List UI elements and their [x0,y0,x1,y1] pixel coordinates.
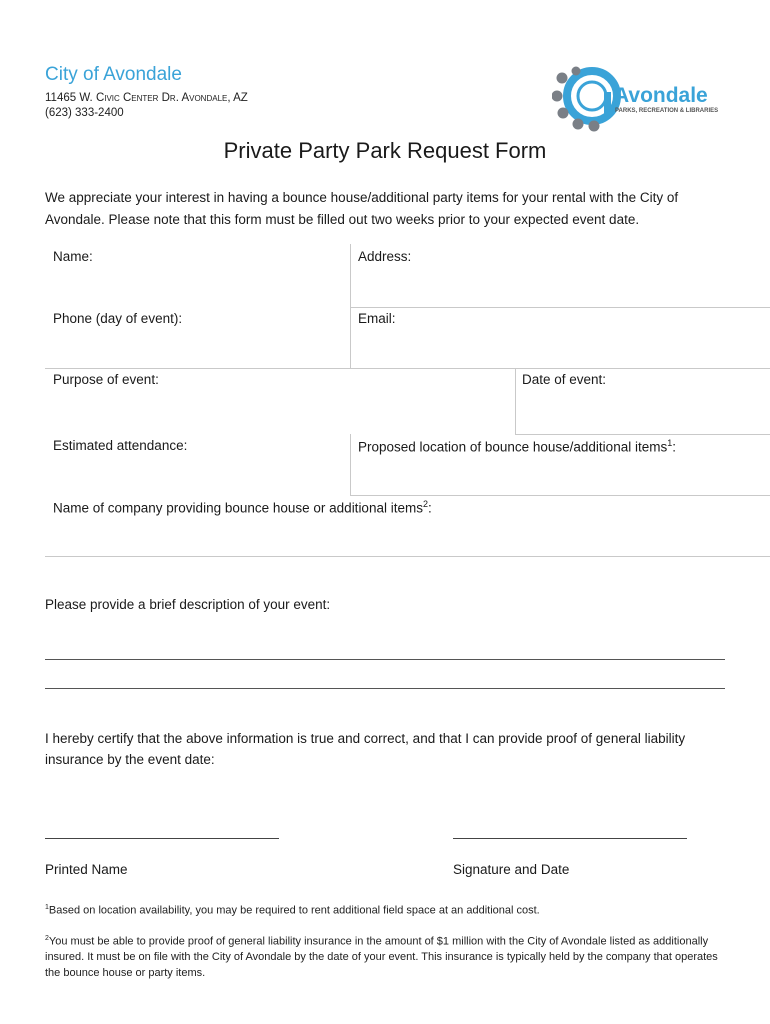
printed-name-label: Printed Name [45,862,128,877]
logo-icon-3 [558,108,569,119]
address-label: Address: [358,249,412,264]
grid-line [515,434,770,435]
attendance-field[interactable] [46,459,346,492]
grid-line [45,368,770,369]
address-line [45,91,248,106]
location-label-colon: : [672,439,676,455]
date-label: Date of event: [522,372,607,387]
description-line-2[interactable] [45,688,725,689]
location-label-text: Proposed location of bounce house/additional items [358,439,668,455]
location-field[interactable] [354,459,766,492]
certification-text: I hereby certify that the above information is true and correct, and that I can provide proof of general liability insurance by the event date: [45,731,686,767]
grid-line [350,495,770,496]
phone-label: Phone (day of event): [53,311,183,326]
description-label: Please provide a brief description of your event: [45,597,331,612]
name-field[interactable] [46,270,346,304]
logo-wordmark: Avondale [614,84,708,107]
purpose-field[interactable] [46,393,511,431]
printed-name-line[interactable] [45,838,279,839]
organization-name: City of Avondale [45,64,182,85]
footnote-1 [45,900,735,919]
company-footnote-ref: 2 [422,499,428,509]
logo-icon-2 [552,91,563,102]
address-state: , AZ [227,92,248,104]
company-field[interactable] [46,520,766,553]
footnote-1-text: Based on location availability, you may be required to rent additional field space at an additional cost. [48,904,540,917]
signature-line[interactable] [453,838,687,839]
logo-icon-4 [573,119,584,130]
grid-line [350,307,770,308]
address-field[interactable] [354,270,766,304]
footnote-1-marker: 1 [45,904,49,911]
grid-line [350,434,351,495]
email-label: Email: [358,311,396,326]
date-field[interactable] [519,393,766,431]
purpose-label: Purpose of event: [53,372,159,387]
name-label: Name: [53,249,93,264]
logo-icon-1 [557,73,568,84]
grid-line [45,556,770,557]
logo-tagline: PARKS, RECREATION & LIBRARIES [615,108,719,114]
description-line-1[interactable] [45,659,725,660]
company-label [53,499,432,516]
grid-line [515,368,516,434]
organization-address [45,91,248,121]
attendance-label: Estimated attendance: [53,438,188,453]
logo-icon-6 [572,67,581,76]
phone-field[interactable] [46,332,346,365]
email-field[interactable] [354,332,766,365]
footnote-2-text: You must be able to provide proof of general liability insurance in the amount of $1 million with the City of Avondale listed as additionally insured. It must be on file with the City of Avondale by the date of your event. This insurance is typically held by the company that operates the bounce house or party items. [45,935,718,979]
logo-inner [578,82,606,110]
company-label-colon: : [427,500,432,516]
location-label [358,438,676,455]
footnote-2 [45,931,735,981]
address-number: 11465 W. [45,92,96,104]
company-label-text: Name of company providing bounce house or additional items [53,500,423,516]
page-title: Private Party Park Request Form [223,138,547,163]
address-street-city: Civic Center Dr. Avondale [95,92,228,104]
footnote-2-marker: 2 [45,935,49,942]
organization-phone: (623) 333-2400 [45,107,124,119]
grid-line [350,244,351,368]
logo-tail [604,92,611,118]
logo-icon-5 [589,121,600,132]
avondale-logo [552,66,730,132]
signature-date-label: Signature and Date [453,862,570,877]
intro-text: We appreciate your interest in having a bounce house/additional party items for your rental with the City of Avondale. Please note that this form must be filled out two weeks prior to your expected event date. [45,190,679,227]
location-footnote-ref: 1 [667,438,673,448]
